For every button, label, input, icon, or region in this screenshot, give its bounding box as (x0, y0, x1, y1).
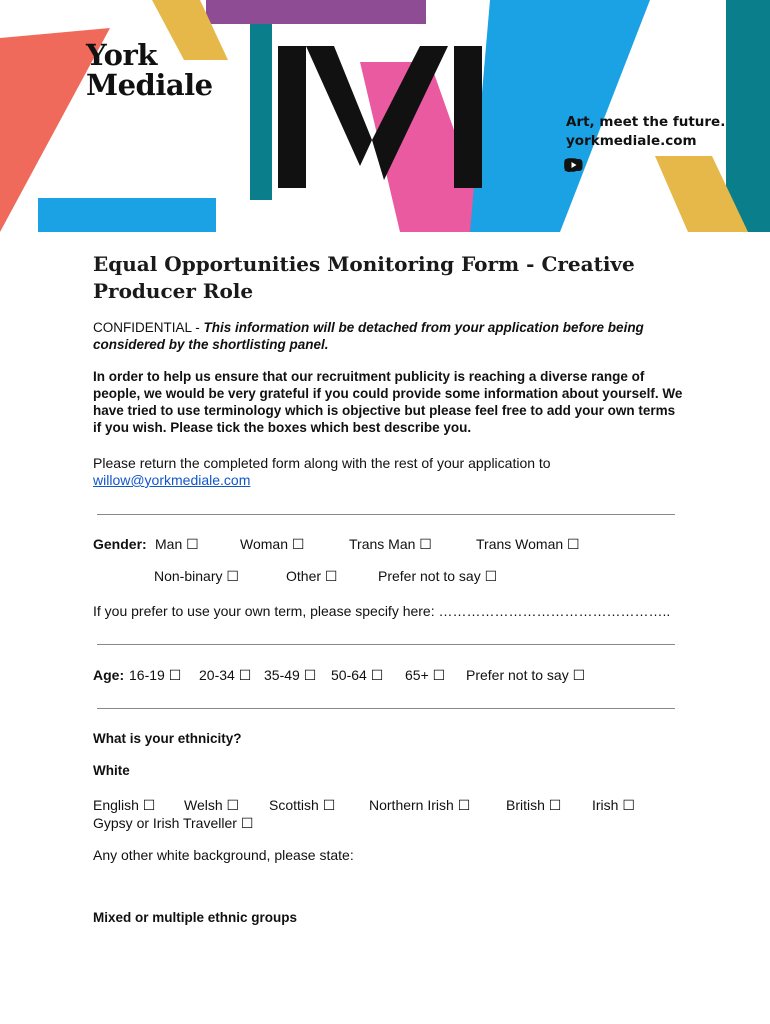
gender-row-1 (93, 535, 580, 553)
age-label: Age: (93, 667, 125, 683)
blue-bar-bottom (38, 198, 216, 232)
white-heading: White (93, 763, 130, 778)
age-option-65-plus[interactable]: 65+ ☐ (405, 667, 446, 683)
gender-option-prefer-not[interactable]: Prefer not to say ☐ (378, 568, 498, 584)
header-banner (0, 0, 770, 235)
ethnicity-option-northern-irish[interactable]: Northern Irish ☐ (369, 797, 471, 813)
ethnicity-option-welsh[interactable]: Welsh ☐ (184, 797, 240, 813)
logo-line-mediale: Mediale (86, 68, 213, 102)
gender-option-non-binary[interactable]: Non-binary ☐ (154, 568, 239, 584)
ethnicity-option-irish[interactable]: Irish ☐ (592, 797, 635, 813)
gender-option-man[interactable]: Man ☐ (155, 536, 199, 552)
age-option-20-34[interactable]: 20-34 ☐ (199, 667, 252, 683)
gender-label: Gender: (93, 536, 147, 552)
form-title: Equal Opportunities Monitoring Form - Creative Producer Role (93, 252, 635, 303)
ethnicity-question: What is your ethnicity? (93, 731, 242, 746)
divider-2 (97, 644, 675, 645)
gender-row-2 (154, 567, 497, 585)
age-option-16-19[interactable]: 16-19 ☐ (129, 667, 182, 683)
white-other-prompt[interactable]: Any other white background, please state: (93, 847, 354, 863)
website-text: yorkmediale.com (566, 133, 697, 149)
age-option-35-49[interactable]: 35-49 ☐ (264, 667, 317, 683)
tagline-block (566, 113, 725, 151)
teal-column-right (726, 0, 770, 232)
ethnicity-option-english[interactable]: English ☐ (93, 797, 156, 813)
brand-logo-text (86, 40, 213, 100)
teal-column-left (250, 24, 272, 200)
age-option-prefer-not[interactable]: Prefer not to say ☐ (466, 667, 586, 683)
age-row (93, 666, 585, 684)
tagline: Art, meet the future. (566, 114, 726, 130)
mixed-heading: Mixed or multiple ethnic groups (93, 910, 298, 925)
confidential-text: This information will be detached from your application before being considered by the shortlisting panel. (93, 320, 644, 352)
return-paragraph (93, 455, 683, 489)
gender-option-trans-woman[interactable]: Trans Woman ☐ (476, 536, 580, 552)
ethnicity-option-gypsy-traveller[interactable]: Gypsy or Irish Traveller ☐ (93, 815, 254, 831)
purple-bar (206, 0, 426, 24)
gender-own-term[interactable]: If you prefer to use your own term, please specify here: ………………………………………….. (93, 603, 671, 619)
divider-3 (97, 708, 675, 709)
age-option-50-64[interactable]: 50-64 ☐ (331, 667, 384, 683)
logo-line-york: York (86, 38, 157, 72)
ethnicity-option-british[interactable]: British ☐ (506, 797, 562, 813)
intro-paragraph: In order to help us ensure that our recruitment publicity is reaching a diverse range of people, we would be very grateful if you could provide some information about yourself. We have tried to use terminology which is objective but please feel free to add your own terms if you wish. Please tick the boxes which best describe you. (93, 369, 683, 435)
return-email-link[interactable]: willow@yorkmediale.com (93, 472, 251, 488)
confidential-notice (93, 319, 673, 353)
gender-option-trans-man[interactable]: Trans Man ☐ (349, 536, 432, 552)
confidential-label: CONFIDENTIAL - (93, 320, 204, 335)
return-text: Please return the completed form along with the rest of your application to (93, 455, 551, 471)
gender-option-other[interactable]: Other ☐ (286, 568, 338, 584)
ethnicity-option-scottish[interactable]: Scottish ☐ (269, 797, 336, 813)
divider-1 (97, 514, 675, 515)
gender-option-woman[interactable]: Woman ☐ (240, 536, 305, 552)
white-options-row (93, 796, 635, 814)
